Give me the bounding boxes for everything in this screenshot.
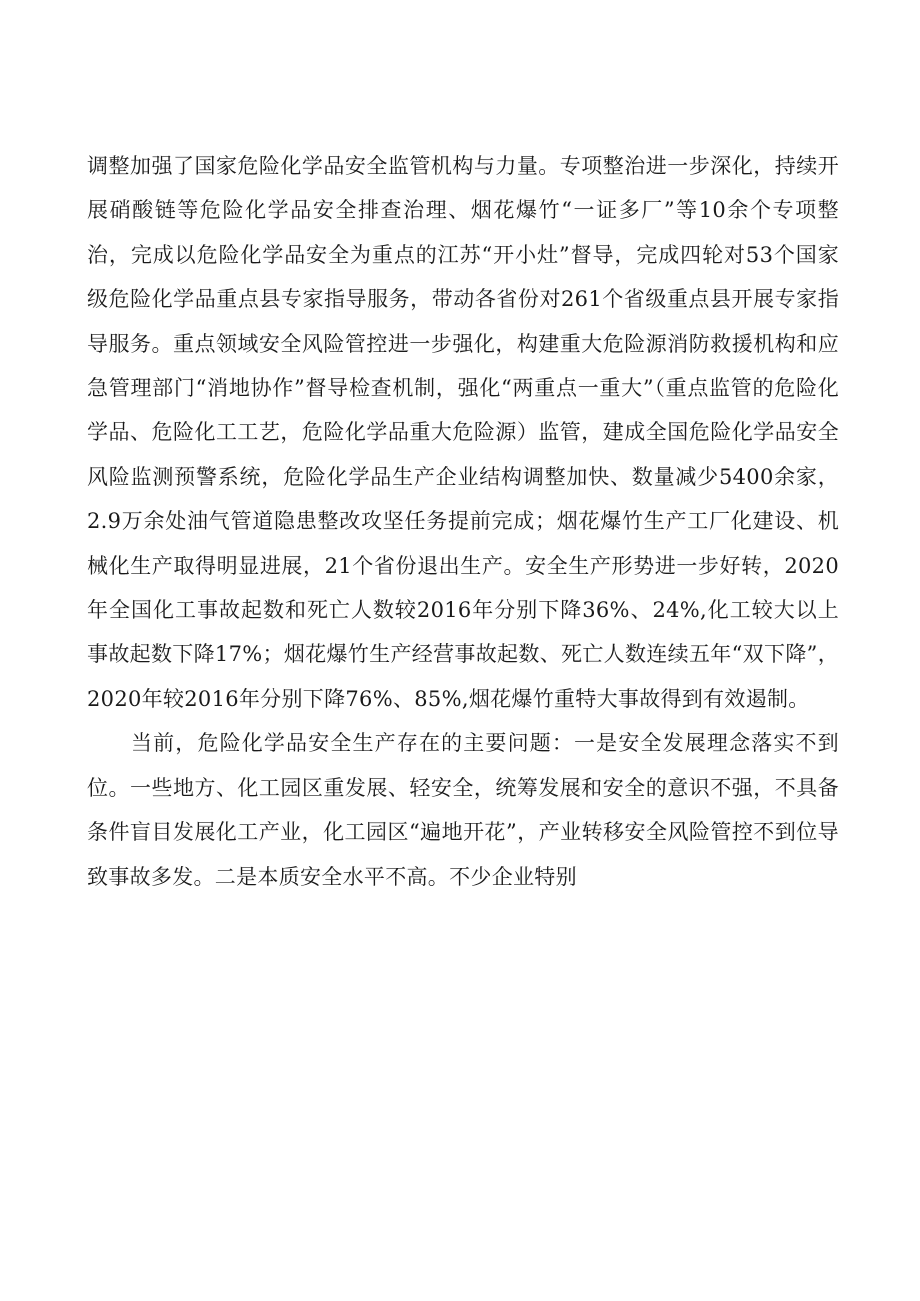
paragraph-problems: 当前，危险化学品安全生产存在的主要问题：一是安全发展理念落实不到位。一些地方、化工园区重发展、轻安全，统筹发展和安全的意识不强，不具备条件盲目发展化工产业，化工园区“遍地开花”，产业转移安全风险管控不到位导致事故多发。二是本质安全水平不高。不少企业特别 xyxy=(87,731,839,889)
document-page xyxy=(87,144,839,899)
paragraph-achievements: 调整加强了国家危险化学品安全监管机构与力量。专项整治进一步深化，持续开展硝酸链等危险化学品安全排查治理、烟花爆竹“一证多厂”等10余个专项整治，完成以危险化学品安全为重点的江苏“开小灶”督导，完成四轮对53个国家级危险化学品重点县专家指导服务，带动各省份对261个省级重点县开展专家指导服务。重点领域安全风险管控进一步强化，构建重大危险源消防救援机构和应急管理部门“消地协作”督导检查机制，强化“两重点一重大”（重点监管的危险化学品、危险化工工艺，危险化学品重大危险源）监管，建成全国危险化学品安全风险监测预警系统，危险化学品生产企业结构调整加快、数量减少5400余家，2.9万余处油气管道隐患整改攻坚任务提前完成；烟花爆竹生产工厂化建设、机械化生产取得明显进展，21个省份退出生产。安全生产形势进一步好转，2020年全国化工事故起数和死亡人数较2016年分别下降36%、24%,化工较大以上事故起数下降17%；烟花爆竹生产经营事故起数、死亡人数连续五年“双下降”，2020年较2016年分别下降76%、85%,烟花爆竹重特大事故得到有效遏制。 xyxy=(87,154,839,711)
